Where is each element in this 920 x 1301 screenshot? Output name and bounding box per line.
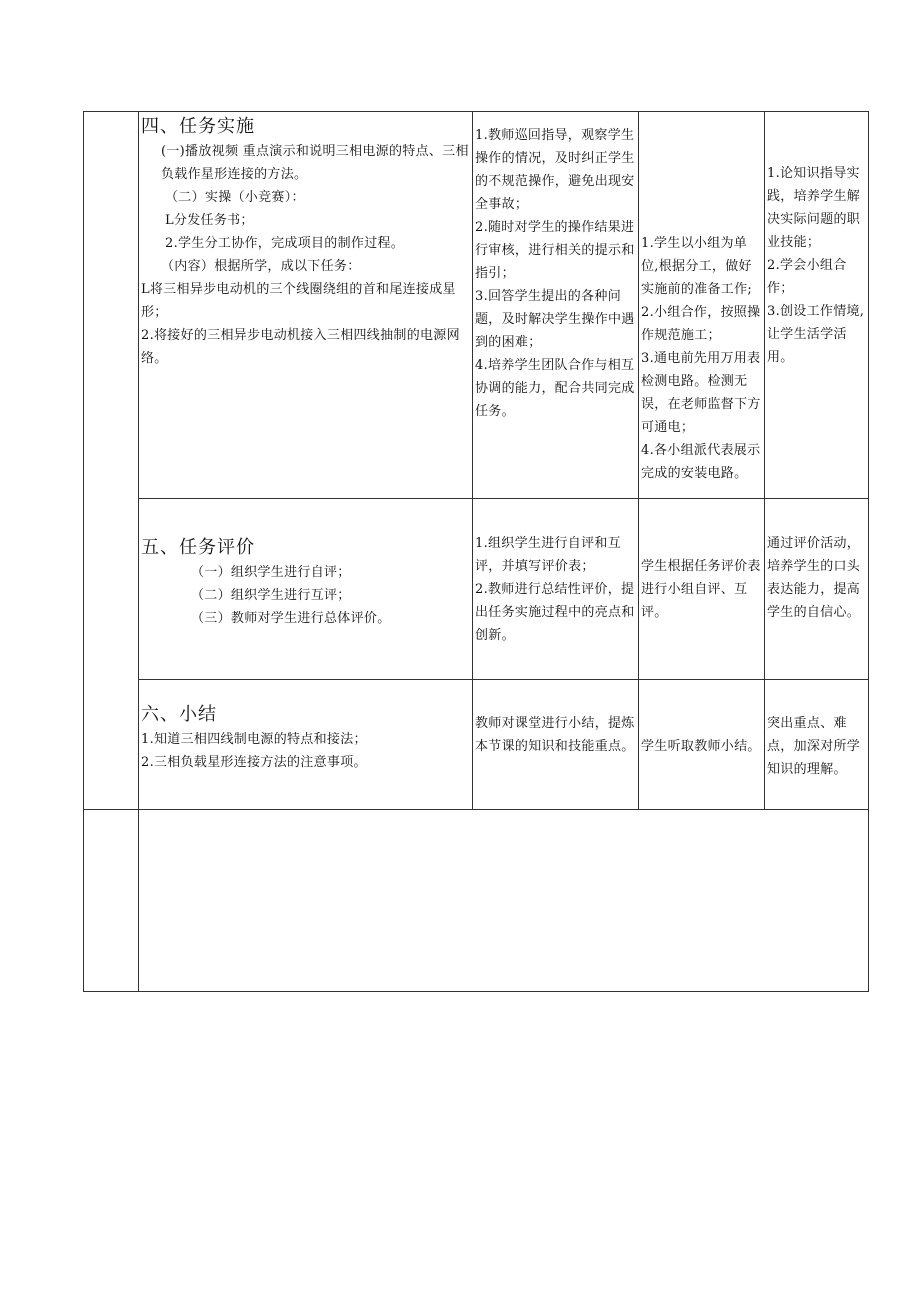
design-purpose-text: 1.论知识指导实践，培养学生解决实际问题的职业技能； 2.学会小组合作； 3.创设工作情境,让学生活学活用。 [767, 166, 865, 365]
student-activity-text: 学生听取教师小结。 [641, 739, 761, 754]
blank-stage-cell [84, 810, 139, 992]
content-line: （二）组织学生进行互评； [191, 588, 351, 603]
content-line: 2.学生分工协作，完成项目的制作过程。 [165, 236, 405, 251]
student-activity-text: 学生根据任务评价表进行小组自评、互评。 [641, 559, 761, 620]
content-line: （三）教师对学生进行总体评价。 [191, 611, 391, 626]
blank-row [84, 810, 869, 992]
content-cell [139, 112, 473, 499]
teacher-activity-text: 1.教师巡回指导，观察学生操作的情况，及时纠正学生的不规范操作，避免出现安全事故； 2.随时对学生的操作结果进行审核，进行相关的提示和指引； 3.回答学生提出的各种问题，及时解决学生操作中遇到的困难； 4.培养学生团队合作与相互协调的能力，配合共同完成任务。 [475, 128, 635, 419]
content-line: (一)播放视频 重点演示和说明三相电源的特点、三相负载作星形连接的方法。 [161, 144, 469, 182]
content-line: L将三相异步电动机的三个线圈绕组的首和尾连接成星形； [141, 282, 456, 320]
teacher-activity-cell [473, 680, 639, 810]
design-purpose-text: 通过评价活动，培养学生的口头表达能力，提高学生的自信心。 [767, 536, 861, 620]
teacher-activity-cell [473, 112, 639, 499]
teacher-activity-cell [473, 499, 639, 680]
stage-cell [84, 112, 139, 810]
section-heading: 五、任务评价 [141, 537, 255, 558]
content-line: （内容）根据所学，成以下任务： [161, 259, 361, 274]
content-cell [139, 499, 473, 680]
content-line: 2.将接好的三相异步电动机接入三相四线抽制的电源网络。 [141, 328, 460, 366]
design-purpose-cell [765, 112, 869, 499]
student-activity-cell [639, 680, 765, 810]
teacher-activity-text: 教师对课堂进行小结，提炼本节课的知识和技能重点。 [475, 716, 635, 754]
content-cell [139, 680, 473, 810]
student-activity-cell [639, 112, 765, 499]
content-line: 1.知道三相四线制电源的特点和接法； [141, 732, 367, 747]
design-purpose-cell [765, 499, 869, 680]
lesson-plan-table [83, 111, 869, 992]
design-purpose-cell [765, 680, 869, 810]
section-heading: 六、小结 [141, 704, 217, 725]
teacher-activity-text: 1.组织学生进行自评和互评，并填写评价表； 2.教师进行总结性评价，提出任务实施过程中的亮点和创新。 [475, 536, 635, 643]
section-evaluation-row [84, 499, 869, 680]
section-summary-row [84, 680, 869, 810]
design-purpose-text: 突出重点、难点，加深对所学知识的理解。 [767, 716, 861, 777]
blank-content-cell [139, 810, 869, 992]
content-line: L分发任务书； [165, 213, 254, 228]
student-activity-text: 1.学生以小组为单位,根据分工，做好实施前的准备工作; 2.小组合作，按照操作规范施工； 3.通电前先用万用表检测电路。检测无误，在老师监督下方可通电； 4.各小组派代表展示完成的安装电路。 [641, 236, 761, 481]
section-heading: 四、任务实施 [141, 116, 255, 137]
content-line: （二）实操（小竞赛）： [165, 190, 305, 205]
student-activity-cell [639, 499, 765, 680]
section-implementation-row [84, 112, 869, 499]
content-line: 2.三相负载星形连接方法的注意事项。 [141, 755, 367, 770]
content-line: （一）组织学生进行自评； [191, 565, 351, 580]
